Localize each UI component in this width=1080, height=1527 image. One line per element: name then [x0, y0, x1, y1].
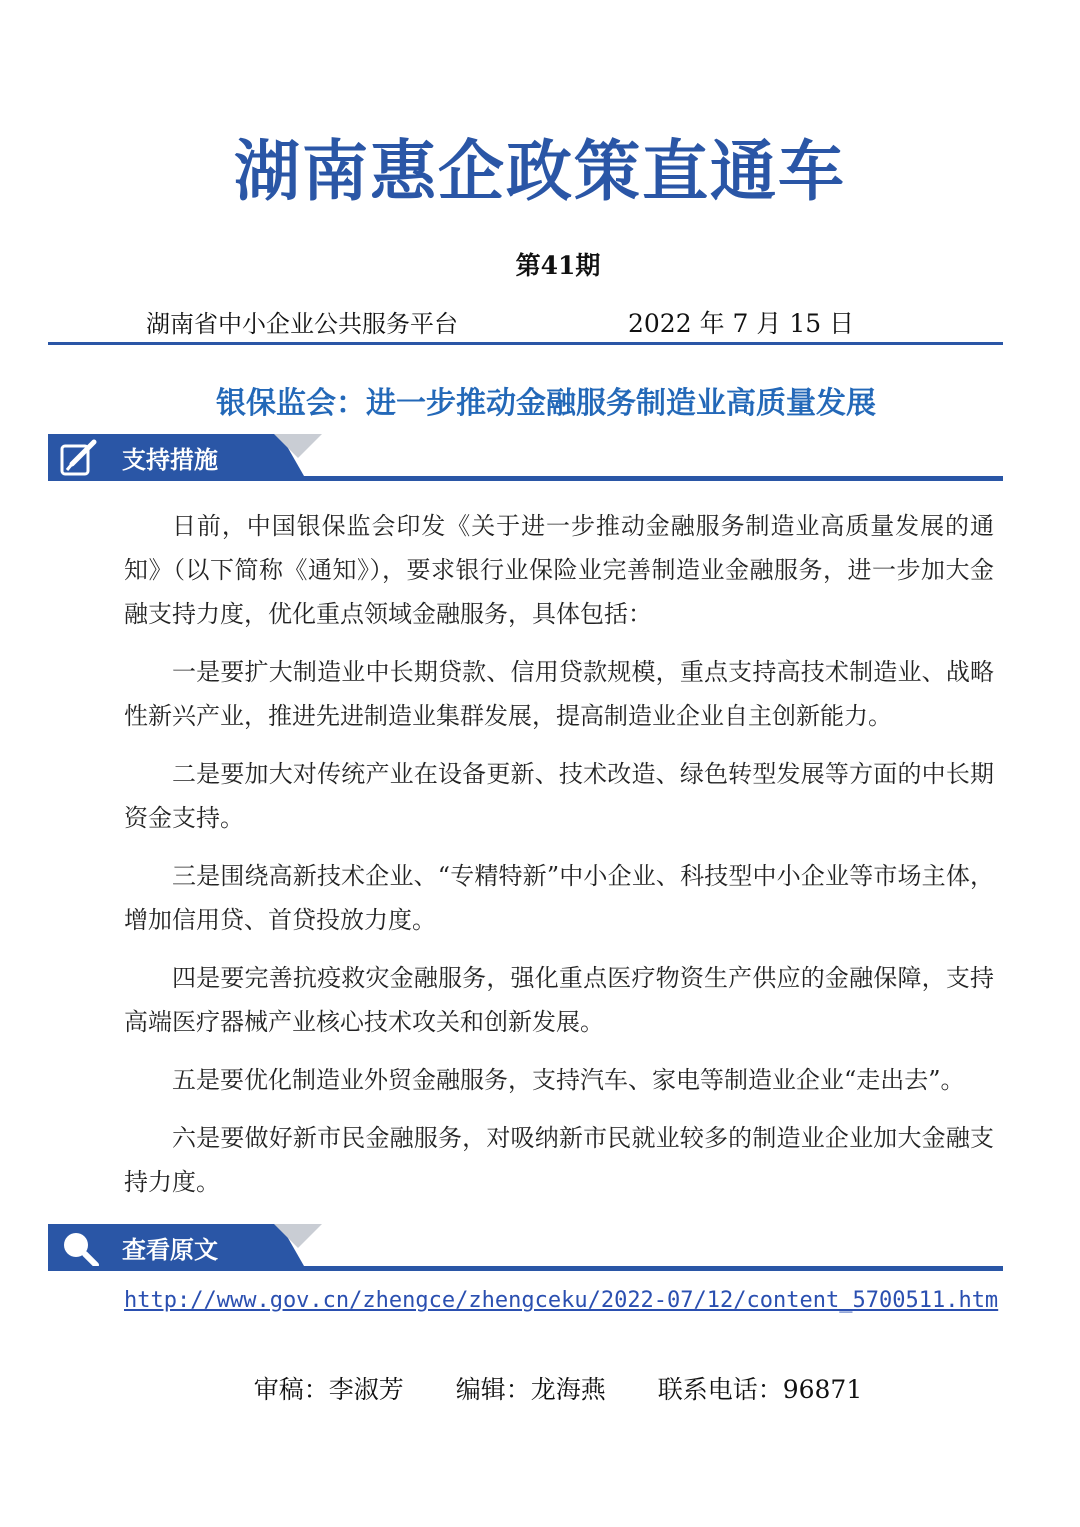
paragraph-item-4: 四是要完善抗疫救灾金融服务，强化重点医疗物资生产供应的金融保障，支持高端医疗器械产业核心技术攻关和创新发展。: [124, 964, 994, 1036]
masthead-title: 湖南惠企政策直通车: [234, 133, 846, 210]
paragraph-item-1: 一是要扩大制造业中长期贷款、信用贷款规模，重点支持高技术制造业、战略性新兴产业，推进先进制造业集群发展，提高制造业企业自主创新能力。: [124, 658, 994, 730]
paragraph-intro: 日前，中国银保监会印发《关于进一步推动金融服务制造业高质量发展的通知》（以下简称《通知》），要求银行业保险业完善制造业金融服务，进一步加大金融支持力度，优化重点领域金融服务，具体包括：: [124, 512, 994, 628]
publisher: 湖南省中小企业公共服务平台: [146, 310, 458, 338]
section-divider: [48, 1266, 1003, 1271]
source-link[interactable]: http://www.gov.cn/zhengce/zhengceku/2022-07/12/content_5700511.htm: [124, 1288, 999, 1313]
section-divider: [48, 476, 1003, 481]
header-divider: [48, 342, 1003, 345]
contact-phone: 联系电话：96871: [657, 1375, 863, 1404]
paragraph-item-2: 二是要加大对传统产业在设备更新、技术改造、绿色转型发展等方面的中长期资金支持。: [124, 760, 994, 832]
section-header-support: [48, 434, 1003, 484]
article-title: 银保监会：进一步推动金融服务制造业高质量发展: [216, 386, 876, 421]
section-label-support: 支持措施: [122, 446, 218, 474]
paragraph-item-5: 五是要优化制造业外贸金融服务，支持汽车、家电等制造业企业“走出去”。: [172, 1066, 965, 1094]
section-header-source: [48, 1224, 1003, 1274]
editor: 编辑：龙海燕: [455, 1375, 606, 1404]
credits-line: [0, 1370, 1080, 1406]
article-body: [124, 504, 994, 1218]
publish-date: 2022 年 7 月 15 日: [628, 309, 855, 338]
section-label-source: 查看原文: [122, 1236, 218, 1264]
pen-edit-icon: [56, 436, 102, 480]
issue-number: 第41期: [515, 251, 601, 280]
paragraph-item-6: 六是要做好新市民金融服务，对吸纳新市民就业较多的制造业企业加大金融支持力度。: [124, 1124, 994, 1196]
magnifier-icon: [56, 1226, 102, 1270]
reviewer: 审稿：李淑芳: [253, 1375, 404, 1404]
paragraph-item-3: 三是围绕高新技术企业、“专精特新”中小企业、科技型中小企业等市场主体，增加信用贷、首贷投放力度。: [124, 862, 994, 934]
